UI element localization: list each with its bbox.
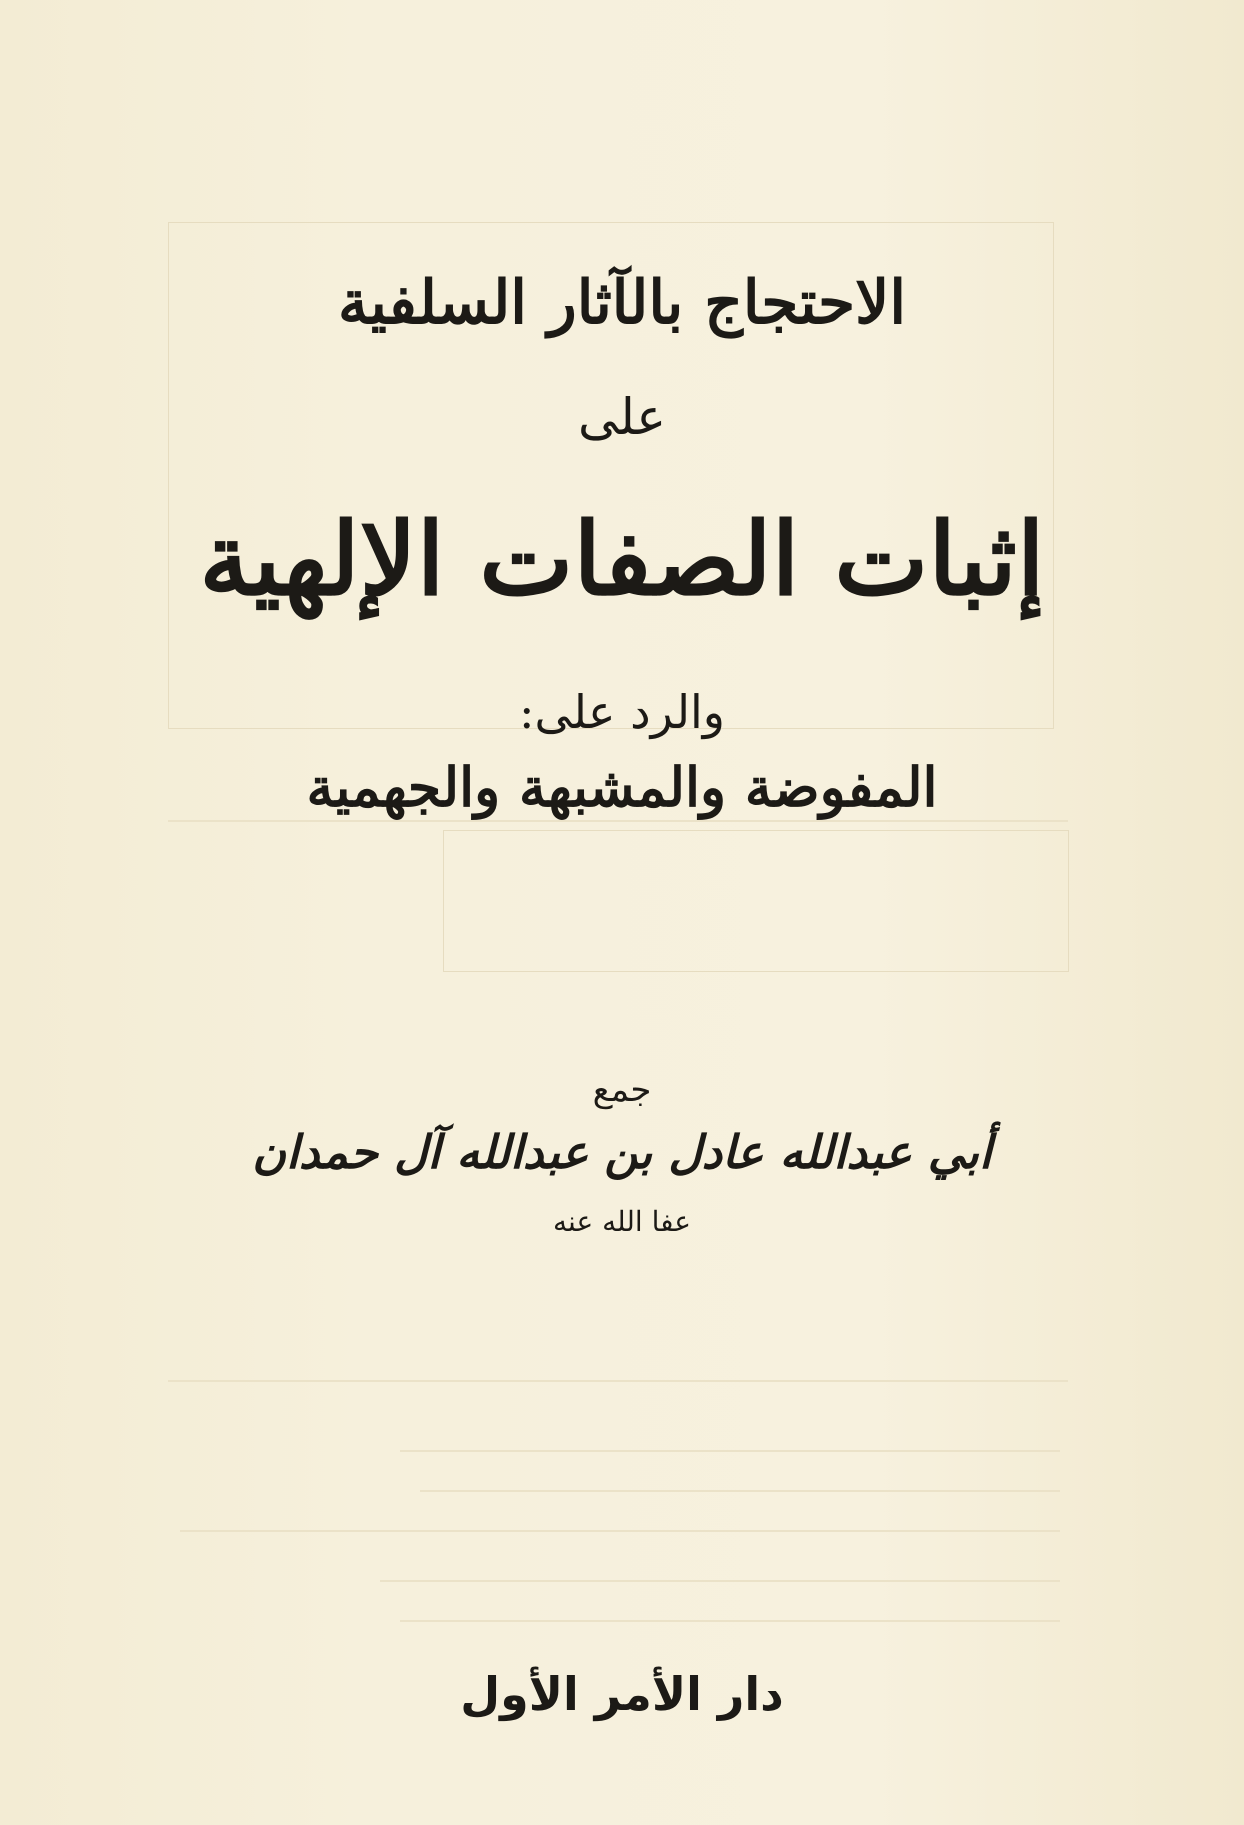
main-title: الاحتجاج بالآثار السلفية bbox=[337, 268, 907, 338]
author-name: أبي عبدالله عادل بن عبدالله آل حمدان bbox=[252, 1125, 992, 1179]
publisher-name: دار الأمر الأول bbox=[460, 1667, 784, 1721]
show-through-line bbox=[400, 1450, 1060, 1452]
subject-title: إثبات الصفات الإلهية bbox=[199, 500, 1045, 618]
show-through-line bbox=[380, 1580, 1060, 1582]
show-through-line bbox=[400, 1620, 1060, 1622]
compiled-by-label: جمع bbox=[592, 1070, 652, 1110]
author-invocation: عفا الله عنه bbox=[553, 1205, 691, 1238]
response-label: والرد على: bbox=[518, 685, 725, 739]
groups-subtitle: المفوضة والمشبهة والجهمية bbox=[306, 755, 938, 819]
show-through-line bbox=[168, 1380, 1068, 1382]
title-connector: على bbox=[577, 388, 667, 446]
show-through-line bbox=[168, 820, 1068, 822]
show-through-line bbox=[420, 1490, 1060, 1492]
show-through-line bbox=[180, 1530, 1060, 1532]
show-through-box bbox=[443, 830, 1069, 972]
